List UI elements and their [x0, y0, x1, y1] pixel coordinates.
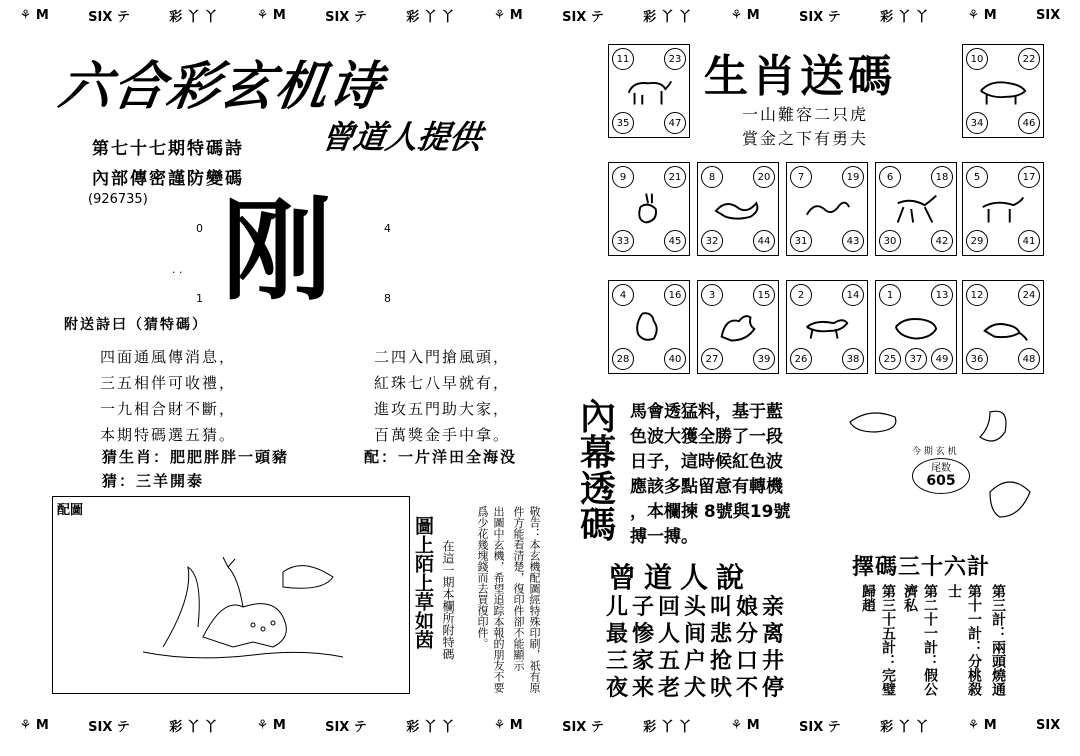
plan-col: 第三計：兩頭燒通: [990, 584, 1006, 696]
guess-code: 猜：三羊開泰: [102, 472, 205, 490]
zodiac-number: 1: [879, 284, 901, 306]
border-item: ⚘ M: [19, 7, 49, 23]
picture-title: 圖上陌上草如茵: [412, 516, 434, 649]
tail-number: 605: [926, 473, 956, 489]
zodiac-number: 32: [701, 230, 723, 252]
zodiac-number: 36: [966, 348, 988, 370]
zodiac-cell: [962, 44, 1044, 138]
zodiac-number: 34: [966, 112, 988, 134]
border-item: ⚘ M: [256, 7, 286, 23]
zodiac-number: 29: [966, 230, 988, 252]
issue-line-1: 第七十七期特碼詩: [92, 139, 244, 159]
plan-col: 第十一計：分桃殺士: [946, 584, 982, 696]
zodiac-number: 30: [879, 230, 901, 252]
border-item: 彩 丫 丫: [643, 9, 692, 25]
inside-text: [630, 400, 830, 550]
zodiac-poem-1: 一山難容二只虎: [742, 105, 869, 124]
zodiac-number: 44: [753, 230, 775, 252]
zodiac-number: 23: [664, 48, 686, 70]
zodiac-number: 40: [664, 348, 686, 370]
zodiac-number: 49: [931, 348, 953, 370]
picture-box: [52, 496, 410, 694]
zodiac-number: 26: [790, 348, 812, 370]
tail-label: 尾数: [931, 463, 951, 474]
zodiac-number: 31: [790, 230, 812, 252]
zodiac-cell: [786, 162, 868, 256]
zeng-verse: [606, 594, 788, 702]
tail-oval: [912, 458, 970, 494]
big-character: 刚: [222, 187, 332, 315]
poem-line: 紅珠七八早就有，: [374, 374, 511, 392]
zodiac-number: 21: [664, 166, 686, 188]
tiger-icon: [977, 71, 1029, 111]
zodiac-number: 11: [612, 48, 634, 70]
picture-label: 配圖: [57, 503, 84, 518]
zeng-line: 最惨人间悲分离: [606, 622, 789, 647]
rooster-icon: [712, 307, 764, 347]
poem-line: 四面通風傳消息，: [100, 348, 237, 366]
border-item: 彩 丫 丫: [406, 9, 455, 25]
inside-line: 馬會透猛料，基于藍: [630, 402, 783, 422]
zodiac-number: 13: [931, 284, 953, 306]
zodiac-cell: [697, 162, 779, 256]
inside-line: 日子，這時候紅色波: [630, 452, 783, 472]
zodiac-number: 8: [701, 166, 723, 188]
zodiac-cell: [962, 162, 1044, 256]
border-item: SIX テ: [325, 719, 367, 735]
plan-col: 第二十一計：假公濟私: [902, 584, 938, 696]
zodiac-number: 45: [664, 230, 686, 252]
snake-icon: [801, 189, 853, 229]
zodiac-number: 2: [790, 284, 812, 306]
border-item: SIX: [1036, 717, 1061, 733]
border-item: SIX テ: [88, 719, 130, 735]
page-title: 六合彩玄机诗: [55, 57, 388, 117]
provider-title: 曾道人提供: [319, 118, 485, 156]
poem-line: 本期特碼選五猜。: [100, 426, 237, 444]
corner-number-tr: 4: [384, 222, 391, 235]
border-item: SIX テ: [325, 9, 367, 25]
border-item: 彩 丫 丫: [880, 719, 929, 735]
zodiac-number: 16: [664, 284, 686, 306]
border-item: SIX: [1036, 7, 1061, 23]
plan-col: 第三十五計：完璧歸趙: [860, 584, 896, 696]
border-item: ⚘ M: [19, 717, 49, 733]
border-item: ⚘ M: [493, 717, 523, 733]
monkey-icon: [623, 307, 675, 347]
tail-top-text: 今 期 玄 机: [912, 447, 957, 457]
zodiac-number: 33: [612, 230, 634, 252]
zodiac-number: 41: [1018, 230, 1040, 252]
picture-note: 在這一期本欄所附特碼: [441, 540, 455, 660]
border-item: 彩 丫 丫: [169, 9, 218, 25]
zodiac-number: 18: [931, 166, 953, 188]
guess-zodiac: 猜生肖：肥肥胖胖一頭豬: [102, 448, 290, 466]
border-item: SIX テ: [562, 719, 604, 735]
border-item: SIX テ: [799, 9, 841, 25]
issue-line-2: 內部傳密謹防變碼: [92, 169, 244, 189]
horse-icon: [890, 189, 942, 229]
dog-icon: [801, 307, 853, 347]
zodiac-number: 20: [753, 166, 775, 188]
border-item: 彩 丫 丫: [880, 9, 929, 25]
zodiac-cell: [608, 280, 690, 374]
border-item: ⚘ M: [967, 717, 997, 733]
border-item: ⚘ M: [256, 717, 286, 733]
zodiac-number: 10: [966, 48, 988, 70]
zodiac-number: 42: [931, 230, 953, 252]
zodiac-number: 39: [753, 348, 775, 370]
corner-number-tl: 0: [196, 222, 203, 235]
border-item: ⚘ M: [730, 717, 760, 733]
zodiac-number: 22: [1018, 48, 1040, 70]
poem-line: 一九相合財不斷，: [100, 400, 237, 418]
border-item: ⚘ M: [730, 7, 760, 23]
goat-icon: [977, 189, 1029, 229]
zodiac-number: 25: [879, 348, 901, 370]
zodiac-poem-2: 賞金之下有勇夫: [742, 129, 869, 148]
corner-number-bl: 1: [196, 292, 203, 305]
inside-line: 應該多點留意有轉機: [630, 477, 783, 497]
zodiac-number: 27: [701, 348, 723, 370]
bottom-border-strip: [0, 712, 1080, 738]
zodiac-cell: [962, 280, 1044, 374]
zodiac-number: 38: [842, 348, 864, 370]
notice-text-2: 出圖中玄機，希望追踪本報的朋友不要爲少花幾塊錢而去買復印件。: [476, 506, 505, 693]
zodiac-number: 46: [1018, 112, 1040, 134]
poem-line: 百萬獎金手中拿。: [374, 426, 511, 444]
pig-icon: [890, 307, 942, 347]
zodiac-cell: [697, 280, 779, 374]
corner-number-br: 8: [384, 292, 391, 305]
zodiac-number: 43: [842, 230, 864, 252]
rabbit-icon: [623, 189, 675, 229]
zodiac-number: 4: [612, 284, 634, 306]
border-item: SIX テ: [88, 9, 130, 25]
zeng-title: 曾道人說: [608, 561, 753, 594]
poem-line: 進攻五門助大家，: [374, 400, 511, 418]
border-item: 彩 丫 丫: [406, 719, 455, 735]
issue-code: (926735): [88, 192, 148, 207]
zodiac-cell: [608, 44, 690, 138]
zeng-line: 儿子回头叫娘亲: [606, 595, 789, 620]
zodiac-number: 19: [842, 166, 864, 188]
zodiac-number: 5: [966, 166, 988, 188]
border-item: 彩 丫 丫: [643, 719, 692, 735]
zodiac-number: 14: [842, 284, 864, 306]
zodiac-number: 35: [612, 112, 634, 134]
zeng-line: 夜来老犬吠不停: [606, 676, 789, 701]
rat-icon: [977, 307, 1029, 347]
dots: · ·: [172, 266, 183, 279]
inside-title: 內幕透碼: [580, 397, 617, 546]
inside-line: 搏一搏。: [630, 527, 698, 547]
dragon-icon: [712, 189, 764, 229]
tail-picture: [840, 392, 1040, 542]
border-item: SIX テ: [799, 719, 841, 735]
ox-icon: [623, 71, 675, 111]
top-border-strip: [0, 2, 1080, 28]
zodiac-number: 37: [905, 348, 927, 370]
deer-sketch-icon: [133, 537, 353, 667]
poem-header: 附送詩曰（猜特碼）: [64, 317, 208, 333]
zodiac-number: 17: [1018, 166, 1040, 188]
poem-line: 二四入門搶風頭，: [374, 348, 511, 366]
guess-pair: 配：一片洋田全海没: [364, 448, 518, 466]
zodiac-number: 6: [879, 166, 901, 188]
zodiac-number: 47: [664, 112, 686, 134]
zodiac-cell: [875, 280, 957, 374]
zodiac-number: 15: [753, 284, 775, 306]
zodiac-number: 48: [1018, 348, 1040, 370]
poem-left: [100, 344, 236, 448]
zodiac-number: 24: [1018, 284, 1040, 306]
zodiac-number: 7: [790, 166, 812, 188]
zodiac-cell: [608, 162, 690, 256]
border-item: 彩 丫 丫: [169, 719, 218, 735]
border-item: ⚘ M: [967, 7, 997, 23]
plan-title: 擇碼三十六計: [852, 555, 991, 580]
notice-text-1: 敬告：本玄機配圖經特殊印刷，祇有原件方能看清楚，復印件卻不能顯示: [512, 506, 541, 693]
inside-line: ，本欄揀 8號與19號: [630, 502, 791, 522]
zodiac-cell: [875, 162, 957, 256]
zodiac-title: 生肖送碼: [704, 51, 896, 102]
zodiac-number: 28: [612, 348, 634, 370]
zeng-line: 三家五户抢口井: [606, 649, 789, 674]
poem-line: 三五相伴可收禮，: [100, 374, 237, 392]
zodiac-number: 3: [701, 284, 723, 306]
inside-line: 色波大獲全勝了一段: [630, 427, 783, 447]
border-item: SIX テ: [562, 9, 604, 25]
border-item: ⚘ M: [493, 7, 523, 23]
zodiac-cell: [786, 280, 868, 374]
zodiac-number: 12: [966, 284, 988, 306]
zodiac-number: 9: [612, 166, 634, 188]
poem-right: [374, 344, 510, 448]
